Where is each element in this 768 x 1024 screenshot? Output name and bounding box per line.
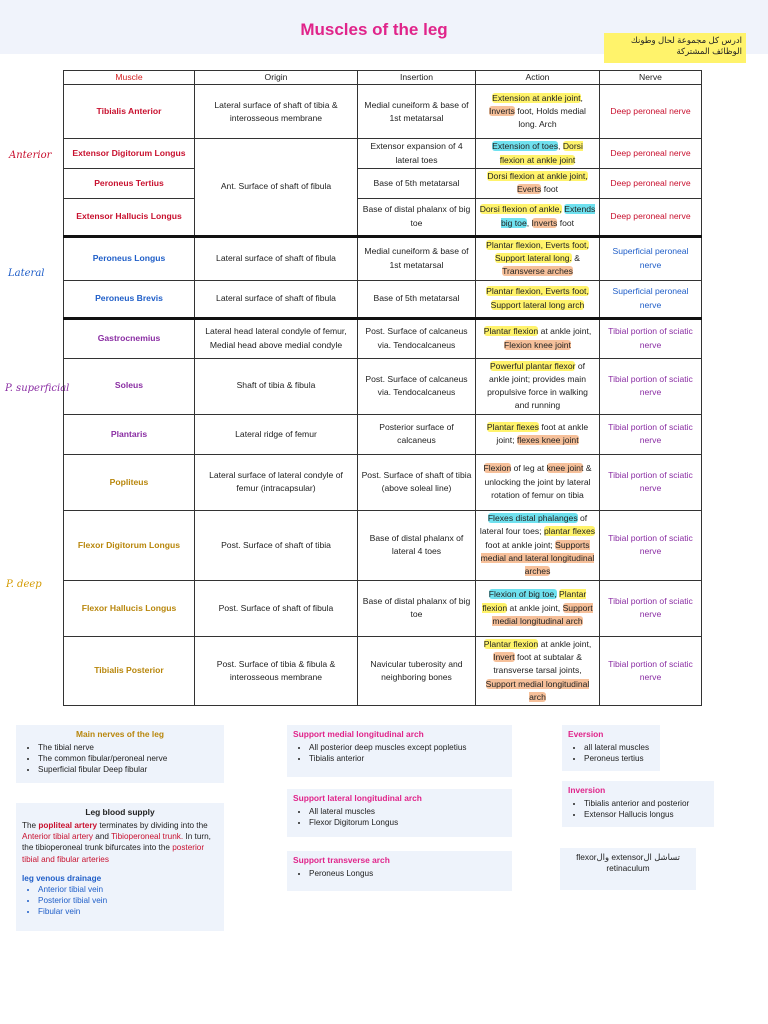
muscle-name: Extensor Hallucis Longus — [64, 198, 195, 236]
muscles-table — [63, 70, 702, 706]
origin-cell: Lateral surface of shaft of fibula — [195, 280, 358, 318]
origin-cell: Lateral surface of shaft of fibula — [195, 236, 358, 280]
list-item: • All posterior deep muscles except popletius — [309, 742, 506, 753]
nerve-cell: Deep peroneal nerve — [600, 85, 702, 139]
nerve-cell: Tibial portion of sciatic nerve — [600, 454, 702, 510]
list-item: • Tibialis anterior and posterior — [584, 798, 708, 809]
inversion-title: Inversion — [568, 785, 606, 795]
origin-cell: Lateral surface of shaft of tibia & interosseous membrane — [195, 85, 358, 139]
action-cell: Dorsi flexion at ankle joint, Everts foot — [476, 168, 600, 198]
list-item: • Anterior tibial vein — [38, 884, 218, 895]
support-lateral-box — [287, 789, 512, 837]
origin-cell: Post. Surface of shaft of fibula — [195, 580, 358, 636]
arabic-sticky-note: ادرس كل مجموعة لحال وطونك الوظائف المشتركة — [604, 33, 746, 63]
action-cell: Extension at ankle joint, Inverts foot, Holds medial long. Arch — [476, 85, 600, 139]
nerve-cell: Tibial portion of sciatic nerve — [600, 636, 702, 706]
action-cell: Plantar flexion at ankle joint, Flexion knee joint — [476, 318, 600, 358]
blood-supply-title: Leg blood supply — [85, 807, 155, 817]
action-cell: Flexes distal phalanges of lateral four toes; plantar flexes foot at ankle joint; Supports medial and lateral longitudinal arches — [476, 510, 600, 580]
table-row — [64, 510, 702, 580]
muscle-name: Popliteus — [64, 454, 195, 510]
table-row — [64, 85, 702, 139]
table-row — [64, 280, 702, 318]
table-row — [64, 454, 702, 510]
action-cell: Plantar flexes foot at ankle joint; flexes knee joint — [476, 414, 600, 454]
list-item: • All lateral muscles — [309, 806, 506, 817]
insertion-cell: Navicular tuberosity and neighboring bones — [358, 636, 476, 706]
action-cell: Extension of toes, Dorsi flexion at ankle joint — [476, 139, 600, 169]
action-cell: Plantar flexion at ankle joint, Invert foot at subtalar & transverse tarsal joints, Support medial longitudinal arch — [476, 636, 600, 706]
inversion-box — [562, 781, 714, 827]
insertion-cell: Base of distal phalanx of big toe — [358, 580, 476, 636]
list-item: • Superficial fibular Deep fibular — [38, 764, 218, 775]
insertion-cell: Base of distal phalanx of big toe — [358, 198, 476, 236]
venous-drainage-title: leg venous drainage — [22, 873, 102, 883]
muscle-name: Flexor Digitorum Longus — [64, 510, 195, 580]
origin-cell: Post. Surface of shaft of tibia — [195, 510, 358, 580]
table-row — [64, 580, 702, 636]
muscle-name: Peroneus Brevis — [64, 280, 195, 318]
main-nerves-box — [16, 725, 224, 783]
origin-cell: Lateral ridge of femur — [195, 414, 358, 454]
header-nerve: Nerve — [600, 71, 702, 85]
action-cell: Flexion of big toe, Plantar flexion at ankle joint, Support medial longitudinal arch — [476, 580, 600, 636]
region-label-anterior: Anterior — [9, 150, 52, 161]
support-medial-box — [287, 725, 512, 777]
list-item: • Tibialis anterior — [309, 753, 506, 764]
action-cell: Dorsi flexion of ankle, Extends big toe, Inverts foot — [476, 198, 600, 236]
muscle-name: Flexor Hallucis Longus — [64, 580, 195, 636]
table-row — [64, 358, 702, 414]
region-label-deep: P. deep — [6, 579, 42, 590]
page-title: Muscles of the leg — [300, 20, 448, 39]
table-header-row — [64, 71, 702, 85]
blood-supply-text: The popliteal artery terminates by dividing into the Anterior tibial artery and Tibioperoneal trunk. In turn, the tibioperoneal trunk bifurcates into the posterior tibial and fibular arteries — [22, 821, 211, 864]
table-row — [64, 636, 702, 706]
support-medial-title: Support medial longitudinal arch — [293, 729, 424, 739]
list-item: • Posterior tibial vein — [38, 895, 218, 906]
region-label-superficial: P. superficial — [5, 383, 70, 394]
support-transverse-box — [287, 851, 512, 891]
action-cell: Plantar flexion, Everts foot, Support lateral long arch — [476, 280, 600, 318]
header-origin: Origin — [195, 71, 358, 85]
insertion-cell: Posterior surface of calcaneus — [358, 414, 476, 454]
origin-cell-shared: Ant. Surface of shaft of fibula — [195, 139, 358, 236]
origin-cell: Lateral surface of lateral condyle of femur (intracapsular) — [195, 454, 358, 510]
region-label-lateral: Lateral — [8, 268, 45, 279]
list-item: • Peroneus Longus — [309, 868, 506, 879]
table-row — [64, 168, 702, 198]
muscle-name: Soleus — [64, 358, 195, 414]
nerve-cell: Superficial peroneal nerve — [600, 236, 702, 280]
action-cell: Plantar flexion, Everts foot, Support lateral long. & Transverse arches — [476, 236, 600, 280]
muscle-name: Peroneus Longus — [64, 236, 195, 280]
muscle-name: Extensor Digitorum Longus — [64, 139, 195, 169]
muscle-name: Tibialis Anterior — [64, 85, 195, 139]
nerve-cell: Superficial peroneal nerve — [600, 280, 702, 318]
header-insertion: Insertion — [358, 71, 476, 85]
list-item: • Extensor Hallucis longus — [584, 809, 708, 820]
action-cell: Flexion of leg at knee joint & unlocking the joint by lateral rotation of femur on tibia — [476, 454, 600, 510]
eversion-box — [562, 725, 660, 771]
insertion-cell: Extensor expansion of 4 lateral toes — [358, 139, 476, 169]
muscle-name: Tibialis Posterior — [64, 636, 195, 706]
table-row — [64, 318, 702, 358]
nerve-cell: Deep peroneal nerve — [600, 198, 702, 236]
insertion-cell: Post. Surface of calcaneus via. Tendocalcaneus — [358, 358, 476, 414]
blood-supply-box — [16, 803, 224, 931]
support-lateral-title: Support lateral longitudinal arch — [293, 793, 422, 803]
header-muscle: Muscle — [64, 71, 195, 85]
origin-cell: Lateral head lateral condyle of femur, Medial head above medial condyle — [195, 318, 358, 358]
nerve-cell: Tibial portion of sciatic nerve — [600, 414, 702, 454]
table-row — [64, 236, 702, 280]
table-row — [64, 414, 702, 454]
list-item: • Peroneus tertius — [584, 753, 654, 764]
insertion-cell: Base of distal phalanx of lateral 4 toes — [358, 510, 476, 580]
list-item: • Fibular vein — [38, 906, 218, 917]
list-item: • The common fibular/peroneal nerve — [38, 753, 218, 764]
main-nerves-title: Main nerves of the leg — [76, 729, 164, 739]
nerve-cell: Tibial portion of sciatic nerve — [600, 358, 702, 414]
nerve-cell: Tibial portion of sciatic nerve — [600, 318, 702, 358]
insertion-cell: Medial cuneiform & base of 1st metatarsal — [358, 85, 476, 139]
table-row — [64, 198, 702, 236]
insertion-cell: Base of 5th metatarsal — [358, 280, 476, 318]
origin-cell: Shaft of tibia & fibula — [195, 358, 358, 414]
header-action: Action — [476, 71, 600, 85]
action-cell: Powerful plantar flexor of ankle joint; provides main propulsive force in walking and running — [476, 358, 600, 414]
eversion-title: Eversion — [568, 729, 604, 739]
insertion-cell: Base of 5th metatarsal — [358, 168, 476, 198]
nerve-cell: Tibial portion of sciatic nerve — [600, 510, 702, 580]
insertion-cell: Post. Surface of calcaneus via. Tendocalcaneus — [358, 318, 476, 358]
nerve-cell: Deep peroneal nerve — [600, 139, 702, 169]
muscle-name: Gastrocnemius — [64, 318, 195, 358]
list-item: • all lateral muscles — [584, 742, 654, 753]
support-transverse-title: Support transverse arch — [293, 855, 390, 865]
muscle-name: Peroneus Tertius — [64, 168, 195, 198]
muscle-name: Plantaris — [64, 414, 195, 454]
insertion-cell: Medial cuneiform & base of 1st metatarsal — [358, 236, 476, 280]
retinaculum-note: تساشل الextensor والflexor retinaculum — [560, 848, 696, 890]
nerve-cell: Deep peroneal nerve — [600, 168, 702, 198]
list-item: • The tibial nerve — [38, 742, 218, 753]
origin-cell: Post. Surface of tibia & fibula & interosseous membrane — [195, 636, 358, 706]
list-item: • Flexor Digitorum Longus — [309, 817, 506, 828]
table-row — [64, 139, 702, 169]
nerve-cell: Tibial portion of sciatic nerve — [600, 580, 702, 636]
insertion-cell: Post. Surface of shaft of tibia (above soleal line) — [358, 454, 476, 510]
